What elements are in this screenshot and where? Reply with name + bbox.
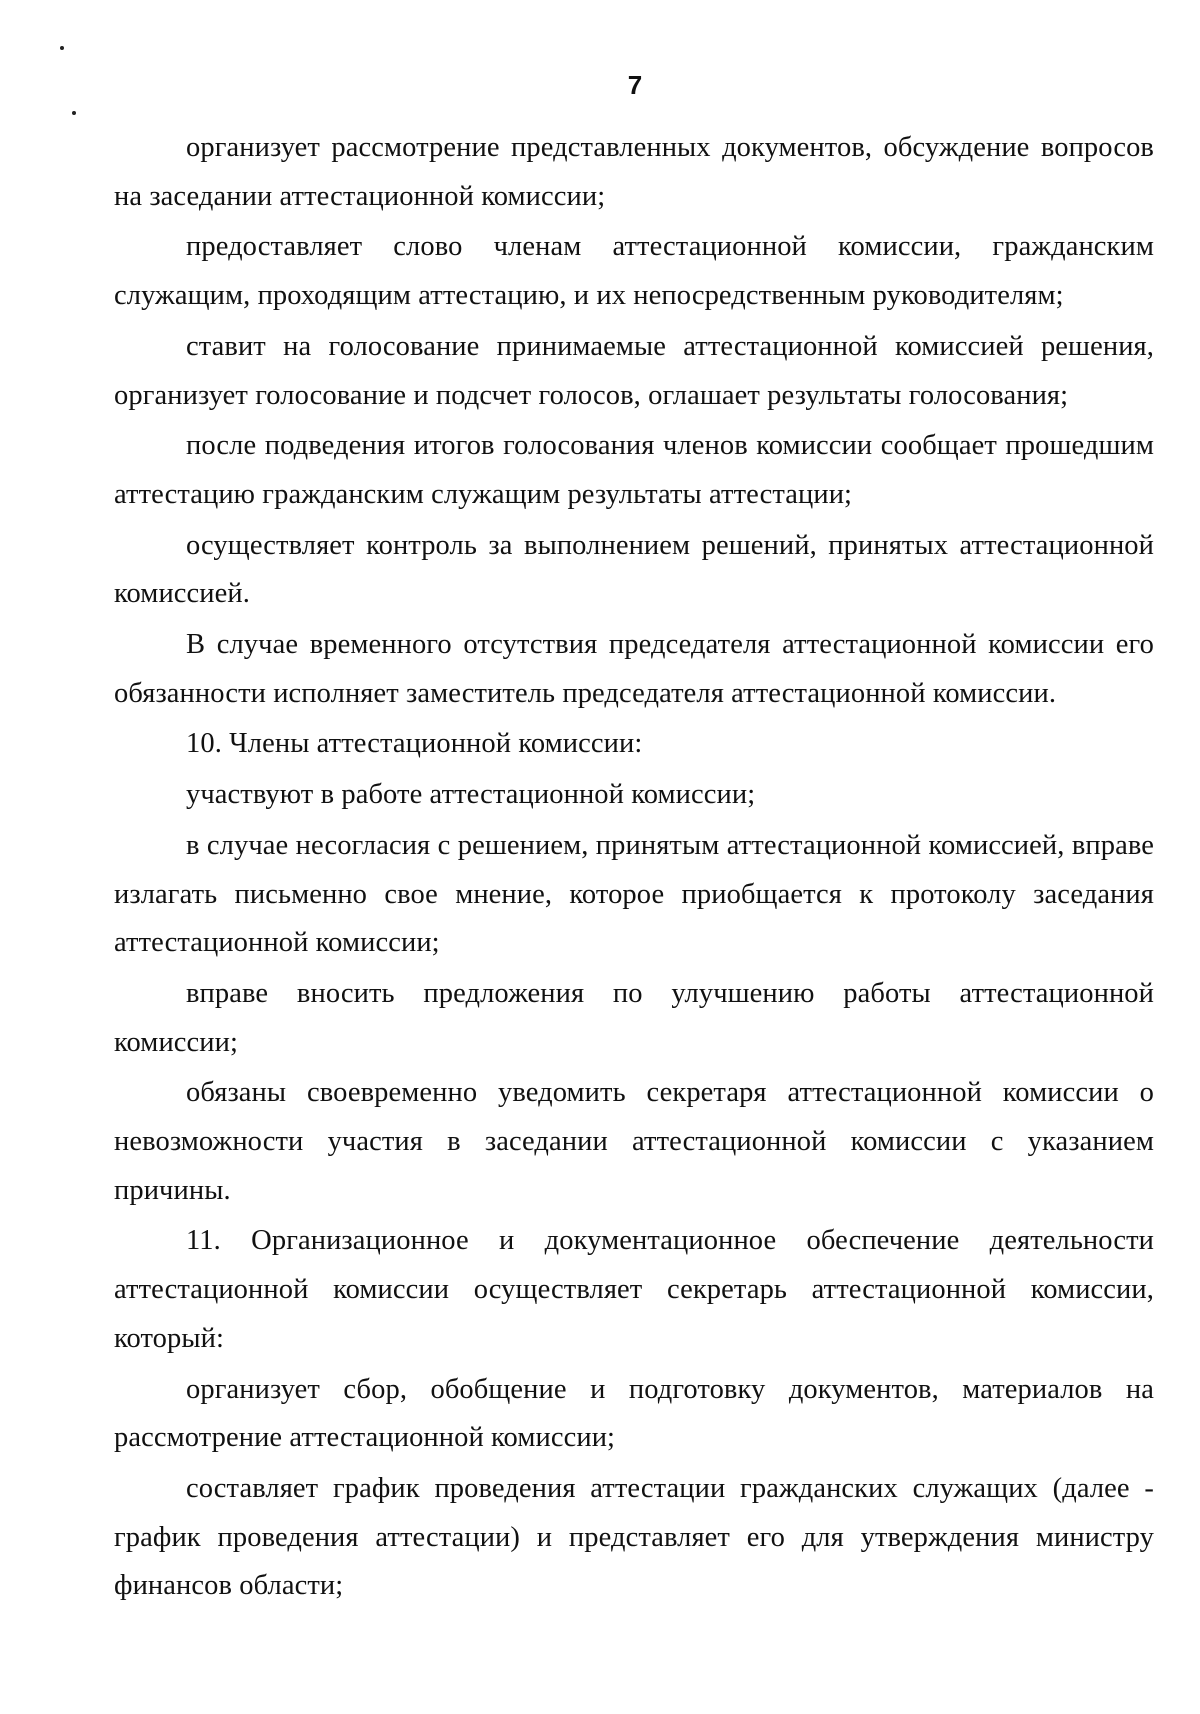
paragraph: участвуют в работе аттестационной комиссии; bbox=[186, 779, 756, 811]
paragraph: 10. Члены аттестационной комиссии: bbox=[186, 728, 643, 760]
paragraph: осуществляет контроль за выполнением решений, принятых аттестационной комиссией. bbox=[114, 529, 1154, 610]
paragraph: обязаны своевременно уведомить секретаря аттестационной комиссии о невозможности участия в заседании аттестационной комиссии с указанием причины. bbox=[114, 1077, 1154, 1206]
scan-mark bbox=[60, 46, 64, 50]
paragraph: в случае несогласия с решением, принятым аттестационной комиссией, вправе излагать письменно свое мнение, которое приобщается к протоколу заседания аттестационной комиссии; bbox=[114, 829, 1154, 959]
paragraph: 11. Организационное и документационное обеспечение деятельности аттестационной комиссии осуществляет секретарь аттестационной комиссии, который: bbox=[114, 1225, 1154, 1354]
page-number: 7 bbox=[627, 70, 643, 100]
paragraph: В случае временного отсутствия председателя аттестационной комиссии его обязанности исполняет заместитель председателя аттестационной комиссии. bbox=[114, 629, 1154, 709]
paragraph: составляет график проведения аттестации гражданских служащих (далее - график проведения аттестации) и представляет его для утверждения министру финансов области; bbox=[114, 1472, 1154, 1602]
paragraph: вправе вносить предложения по улучшению работы аттестационной комиссии; bbox=[114, 977, 1154, 1058]
document-body bbox=[114, 124, 1154, 1613]
paragraph: предоставляет слово членам аттестационной комиссии, гражданским служащим, проходящим аттестацию, и их непосредственным руководителям; bbox=[114, 231, 1154, 312]
paragraph: после подведения итогов голосования членов комиссии сообщает прошедшим аттестацию гражданским служащим результаты аттестации; bbox=[114, 430, 1154, 510]
paragraph: ставит на голосование принимаемые аттестационной комиссией решения, организует голосование и подсчет голосов, оглашает результаты голосования; bbox=[114, 330, 1154, 411]
paragraph: организует рассмотрение представленных документов, обсуждение вопросов на заседании аттестационной комиссии; bbox=[114, 132, 1154, 212]
paragraph: организует сбор, обобщение и подготовку документов, материалов на рассмотрение аттестационной комиссии; bbox=[114, 1373, 1154, 1454]
scan-mark bbox=[72, 111, 76, 115]
